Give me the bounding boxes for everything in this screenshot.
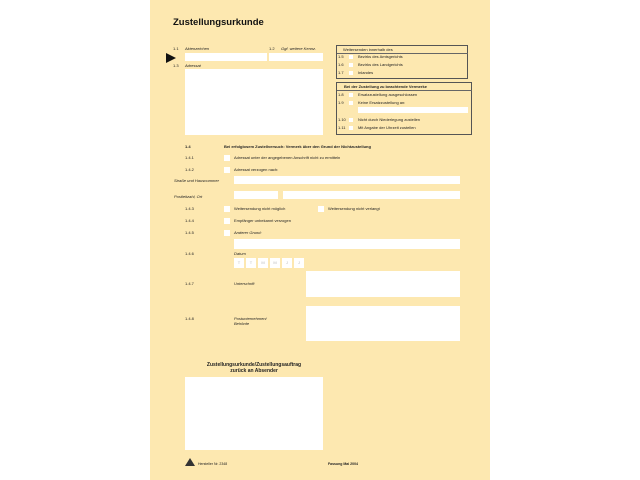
option-1-7-checkbox[interactable]: [349, 71, 353, 75]
field-1-4-7-number: 1.4.7: [185, 281, 194, 286]
nichtzustellung-heading: Bei erfolglosem Zustellversuch: Vermerk über den Grund der Nichtzustellung: [224, 144, 371, 149]
option-1-11-label: Mit Angabe der Uhrzeit zustellen: [358, 125, 416, 130]
aktenzeichen-field[interactable]: [185, 53, 267, 61]
datum-label: Datum: [234, 251, 246, 256]
field-1-4-2-number: 1.4.2: [185, 167, 194, 172]
option-1-9-label: Keine Ersatzzustellung an:: [358, 100, 406, 105]
field-1-2-number: 1.2: [269, 46, 275, 51]
field-1-4-5-number: 1.4.5: [185, 230, 194, 235]
adressat-label: Adressat: [185, 63, 201, 68]
option-1-10-label: Nicht durch Niederlegung zustellen: [358, 117, 421, 122]
datum-digit-box[interactable]: J: [294, 258, 304, 268]
form-page: [150, 0, 490, 480]
option-1-4-5-label: Anderer Grund:: [234, 230, 262, 235]
unterschrift-label: Unterschrift: [234, 281, 255, 286]
postunternehmen-label: Postunternehmen/: [234, 316, 267, 321]
field-1-4-4-number: 1.4.4: [185, 218, 194, 223]
datum-digit-box[interactable]: M: [258, 258, 268, 268]
absender-address-field[interactable]: [185, 377, 323, 450]
option-1-5-checkbox[interactable]: [349, 55, 353, 59]
field-1-4-6-number: 1.4.6: [185, 251, 194, 256]
datum-digit-box[interactable]: T: [234, 258, 244, 268]
form-title: Zustellungsurkunde: [173, 17, 264, 28]
divider: [337, 90, 472, 91]
weitere-kennz-field[interactable]: [269, 53, 323, 61]
field-1-4-8-number: 1.4.8: [185, 316, 194, 321]
option-1-4-3-label: Weitersendung nicht möglich: [234, 206, 286, 211]
return-heading-line2: zurück an Absender: [230, 368, 278, 374]
field-1-4-1-number: 1.4.1: [185, 155, 194, 160]
weitere-kennz-label: Ggf. weitere Kennz.: [281, 46, 317, 51]
datum-digit-box[interactable]: M: [270, 258, 280, 268]
option-1-5-number: 1.5: [338, 54, 344, 59]
ort-label: Postleitzahl, Ort: [174, 194, 203, 199]
option-1-8-number: 1.8: [338, 92, 344, 97]
option-weitersendung-nicht-verlangt-label: Weitersendung nicht verlangt: [328, 206, 380, 211]
field-1-4-number: 1.4: [185, 144, 191, 149]
weitersenden-box: [336, 45, 468, 79]
option-1-10-number: 1.10: [338, 117, 346, 122]
ort-field[interactable]: [283, 191, 460, 199]
weitersenden-title: Weitersenden innerhalb des: [343, 47, 393, 52]
strasse-label: Straße und Hausnummer: [174, 178, 219, 183]
option-1-11-checkbox[interactable]: [349, 126, 353, 130]
postunternehmen-field[interactable]: [306, 306, 460, 341]
behoerde-label: Behörde: [234, 321, 250, 326]
field-1-4-3-number: 1.4.3: [185, 206, 194, 211]
option-1-6-checkbox[interactable]: [349, 63, 353, 67]
vermerke-box: [336, 82, 472, 135]
option-1-7-number: 1.7: [338, 70, 344, 75]
manufacturer-number: Hersteller Nr. 2348: [198, 462, 228, 466]
unterschrift-field[interactable]: [306, 271, 460, 297]
field-1-3-number: 1.3: [173, 63, 179, 68]
option-1-4-1-label: Adressat unter der angegebenen Anschrift nicht zu ermitteln: [234, 155, 341, 160]
option-1-4-2-label: Adressat verzogen nach:: [234, 167, 279, 172]
option-1-4-4-checkbox[interactable]: [224, 218, 230, 224]
keine-ersatzzustellung-field[interactable]: [358, 107, 468, 113]
adressat-field[interactable]: [185, 69, 323, 135]
option-1-8-checkbox[interactable]: [349, 93, 353, 97]
aktenzeichen-label: Aktenzeichen: [185, 46, 210, 51]
option-1-10-checkbox[interactable]: [349, 118, 353, 122]
option-1-4-3-checkbox[interactable]: [224, 206, 230, 212]
form-version: Fassung Mai 2004: [328, 462, 358, 466]
option-1-4-1-checkbox[interactable]: [224, 155, 230, 161]
option-1-11-number: 1.11: [338, 125, 346, 130]
option-1-4-2-checkbox[interactable]: [224, 167, 230, 173]
return-heading-line1: Zustellungsurkunde/Zustellungsauftrag: [206, 362, 302, 368]
manufacturer-logo-icon: [185, 458, 195, 466]
option-1-6-number: 1.6: [338, 62, 344, 67]
anderer-grund-field[interactable]: [234, 239, 460, 249]
field-1-1-number: 1.1: [173, 46, 179, 51]
option-1-7-label: Inlandes: [358, 70, 374, 75]
vermerke-title: Bei der Zustellung zu beachtende Vermerke: [344, 84, 427, 89]
option-1-4-4-label: Empfänger unbekannt verzogen: [234, 218, 291, 223]
option-1-4-5-checkbox[interactable]: [224, 230, 230, 236]
plz-field[interactable]: [234, 191, 278, 199]
option-1-9-number: 1.9: [338, 100, 344, 105]
option-1-9-checkbox[interactable]: [349, 101, 353, 105]
datum-digit-box[interactable]: T: [246, 258, 256, 268]
strasse-field[interactable]: [234, 176, 460, 184]
option-1-5-label: Bezirks des Amtsgerichts: [358, 54, 403, 59]
option-1-6-label: Bezirks des Landgerichts: [358, 62, 403, 67]
option-1-8-label: Ersatzzustellung ausgeschlossen: [358, 92, 418, 97]
datum-digit-box[interactable]: J: [282, 258, 292, 268]
option-weitersendung-nicht-verlangt-checkbox[interactable]: [318, 206, 324, 212]
arrow-marker-icon: [166, 53, 176, 63]
